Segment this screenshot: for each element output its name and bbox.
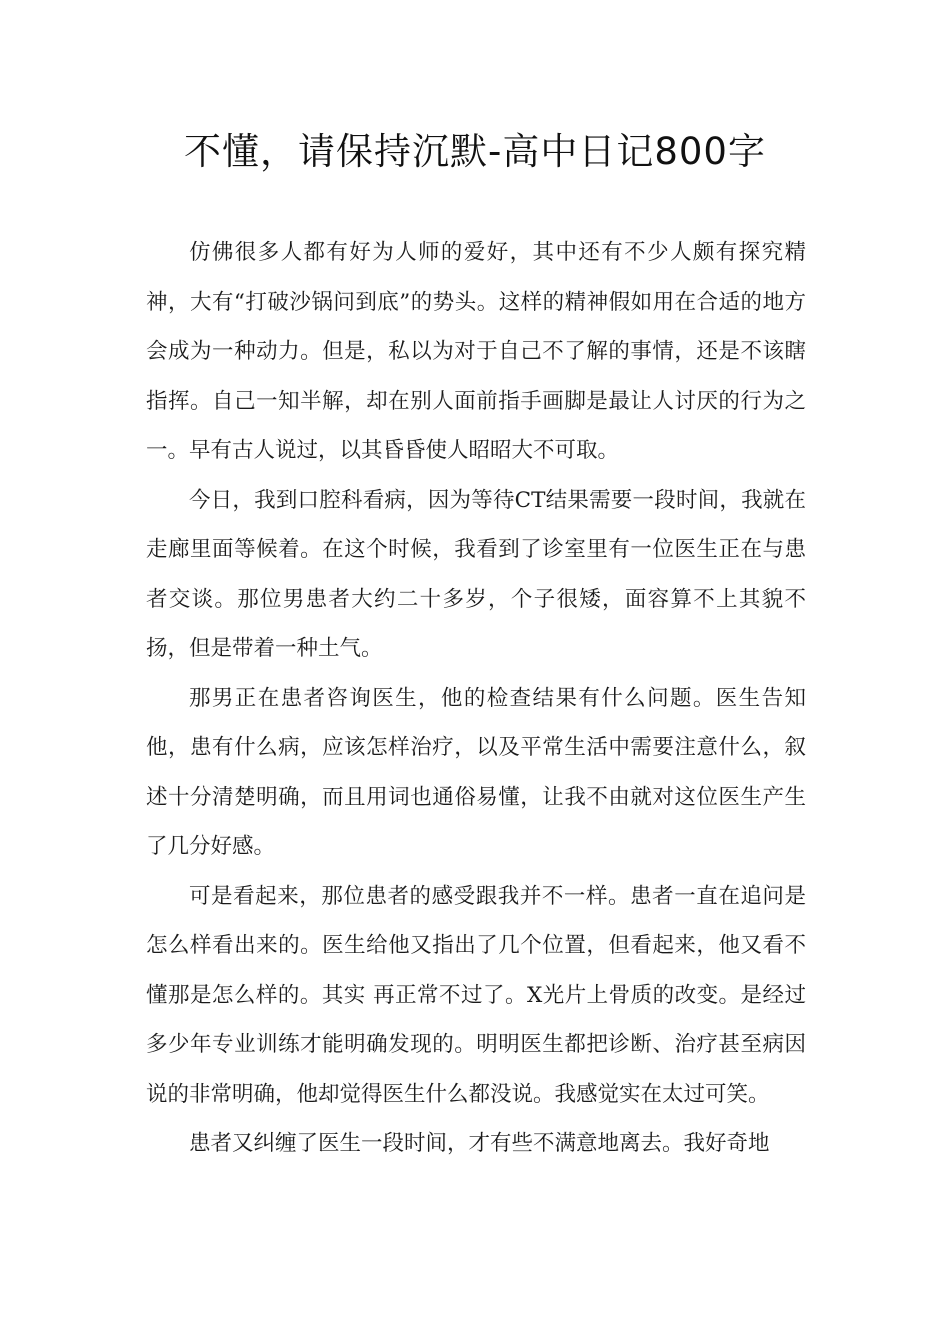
document-title: 不懂，请保持沉默-高中日记800字 [184,130,766,173]
paragraph-2: 今日，我到口腔科看病，因为等待CT结果需要一段时间，我就在走廊里面等候着。在这个时候，我看到了诊室里有一位医生正在与患者交谈。那位男患者大约二十多岁，个子很矮，面容算不上其貌不扬，但是带着一种土气。 [146,487,806,661]
document-body [146,228,806,1169]
paragraph-3: 那男正在患者咨询医生，他的检查结果有什么问题。医生告知他，患有什么病，应该怎样治疗，以及平常生活中需要注意什么，叙述十分清楚明确，而且用词也通俗易懂，让我不由就对这位医生产生了几分好感。 [146,685,806,859]
paragraph-4: 可是看起来，那位患者的感受跟我并不一样。患者一直在追问是怎么样看出来的。医生给他又指出了几个位置，但看起来，他又看不懂那是怎么样的。其实 再正常不过了。X光片上骨质的改变。是经过多少年专业训练才能明确发现的。明明医生都把诊断、治疗甚至病因说的非常明确，他却觉得医生什么都没说。我感觉实在太过可笑。 [146,883,806,1107]
paragraph-1: 仿佛很多人都有好为人师的爱好，其中还有不少人颇有探究精神，大有“打破沙锅问到底”的势头。这样的精神假如用在合适的地方会成为一种动力。但是，私以为对于自己不了解的事情，还是不该瞎指挥。自己一知半解，却在别人面前指手画脚是最让人讨厌的行为之一。早有古人说过，以其昏昏使人昭昭大不可取。 [146,240,806,463]
paragraph-5: 患者又纠缠了医生一段时间，才有些不满意地离去。我好奇地 [189,1131,770,1156]
